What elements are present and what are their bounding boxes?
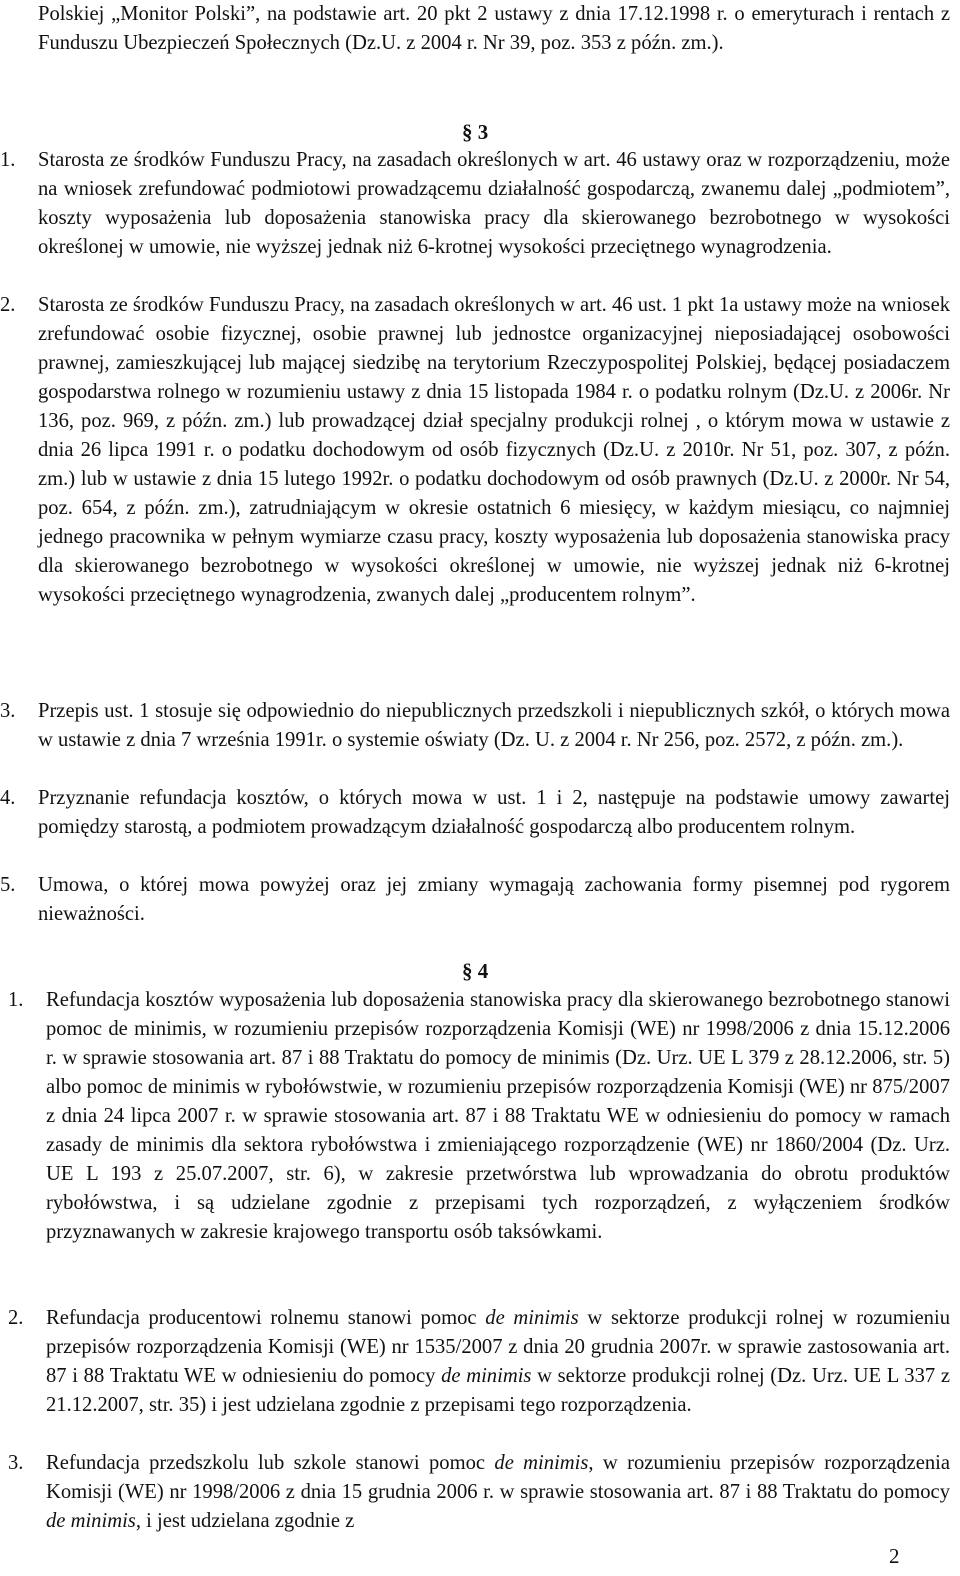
text-part: w sektorze produkcji rolnej w rozumieniu przepisów rozporządzenia Komisji (WE) nr 1535/2007 z dnia 20 grudnia 2007r. w sprawie zastosowania art. 87 i 88 Traktatu WE w odniesieniu do pomocy xyxy=(46,1307,950,1387)
text-part: , i jest udzielana zgodnie z xyxy=(135,1510,355,1532)
list-item xyxy=(0,291,950,610)
text-part-italic: de minimis xyxy=(485,1307,579,1329)
text-part-italic: de minimis xyxy=(494,1452,589,1474)
item-text: Przyznanie refundacja kosztów, o których mowa w ust. 1 i 2, następuje na podstawie umowy zawartej pomiędzy starostą, a podmiotem prowadzącym działalność gospodarczą albo producentem rolnym. xyxy=(38,787,950,838)
item-text: Refundacja kosztów wyposażenia lub doposażenia stanowiska pracy dla skierowanego bezrobotnego stanowi pomoc de minimis, w rozumieniu przepisów rozporządzenia Komisji (WE) nr 1998/2006 z dnia 15.12.2006 r. w sprawie stosowania art. 87 i 88 Traktatu do pomocy de minimis (Dz. Urz. UE L 379 z 28.12.2006, str. 5) albo pomoc de minimis w rybołówstwie, w rozumieniu przepisów rozporządzenia Komisji (WE) nr 875/2007 z dnia 24 lipca 2007 r. w sprawie stosowania art. 87 i 88 Traktatu WE w odniesieniu do pomocy w ramach zasady de minimis dla sektora rybołówstwa i zmieniającego rozporządzenie (WE) nr 1860/2004 (Dz. Urz. UE L 193 z 25.07.2007, str. 6), w zakresie przetwórstwa lub wprowadzania do obrotu produktów rybołówstwa, i są udzielane zgodnie z przepisami tych rozporządzeń, z wyłączeniem środków przyznawanych w zakresie krajowego transportu osób taksówkami. xyxy=(46,989,950,1243)
intro-paragraph: Polskiej „Monitor Polski”, na podstawie art. 20 pkt 2 ustawy z dnia 17.12.1998 r. o emeryturach i rentach z Funduszu Ubezpieczeń Społecznych (Dz.U. z 2004 r. Nr 39, poz. 353 z późn. zm.). xyxy=(38,3,950,54)
section-4-heading: § 4 xyxy=(462,959,489,983)
item-number: 3. xyxy=(0,700,16,722)
item-number: 2. xyxy=(8,1307,24,1329)
item-text: Starosta ze środków Funduszu Pracy, na zasadach określonych w art. 46 ustawy oraz w rozporządzeniu, może na wniosek zrefundować podmiotowi prowadzącemu działalność gospodarczą, zwanemu dalej „podmiotem”, koszty wyposażenia lub doposażenia stanowiska pracy dla skierowanego bezrobotnego w wysokości określonej w umowie, nie wyższej jednak niż 6-krotnej wysokości przeciętnego wynagrodzenia. xyxy=(38,149,950,258)
list-item xyxy=(0,871,950,929)
text-part-italic: de minimis xyxy=(46,1510,136,1532)
list-item xyxy=(0,697,950,755)
item-text xyxy=(46,1449,950,1536)
text-part: , w rozumieniu przepisów rozporządzenia Komisji (WE) nr 1998/2006 z dnia 15 grudnia 2006 r. w sprawie stosowania art. 87 i 88 Traktatu do pomocy xyxy=(46,1452,951,1503)
page-number: 2 xyxy=(889,1544,900,1568)
text-part: Refundacja producentowi rolnemu stanowi pomoc xyxy=(46,1307,486,1329)
item-text: Starosta ze środków Funduszu Pracy, na zasadach określonych w art. 46 ust. 1 pkt 1a ustawy może na wniosek zrefundować osobie fizycznej, osobie prawnej lub jednostce organizacyjnej nieposiadającej osobowości prawnej, zamieszkującej lub mającej siedzibę na terytorium Rzeczypospolitej Polskiej, będącej posiadaczem gospodarstwa rolnego w rozumieniu ustawy z dnia 15 listopada 1984 r. o podatku rolnym (Dz.U. z 2006r. Nr 136, poz. 969, z późn. zm.) lub prowadzącej dział specjalny produkcji rolnej , o którym mowa w ustawie z dnia 26 lipca 1991 r. o podatku dochodowym od osób fizycznych (Dz.U. z 2010r. Nr 51, poz. 307, z późn. zm.) lub w ustawie z dnia 15 lutego 1992r. o podatku dochodowym od osób prawnych (Dz.U. z 2000r. Nr 54, poz. 654, z późn. zm.), zatrudniającym w okresie ostatnich 6 miesięcy, w każdym miesiącu, co najmniej jednego pracownika w pełnym wymiarze czasu pracy, koszty wyposażenia lub doposażenia stanowiska pracy dla skierowanego bezrobotnego w wysokości określonej w umowie, nie wyższej jednak niż 6-krotnej wysokości przeciętnego wynagrodzenia, zwanych dalej „producentem rolnym”. xyxy=(38,294,951,606)
item-number: 5. xyxy=(0,874,16,896)
item-number: 1. xyxy=(8,989,24,1011)
list-item xyxy=(0,146,950,262)
list-item xyxy=(8,1449,950,1536)
item-number: 2. xyxy=(0,294,16,316)
item-number: 1. xyxy=(0,149,16,171)
text-part: Refundacja przedszkolu lub szkole stanowi pomoc xyxy=(46,1452,495,1474)
text-part-italic: de minimis xyxy=(441,1365,532,1387)
list-item xyxy=(8,1304,950,1420)
list-item xyxy=(8,986,950,1247)
item-text xyxy=(46,1304,950,1420)
list-item xyxy=(0,784,950,842)
item-text: Umowa, o której mowa powyżej oraz jej zmiany wymagają zachowania formy pisemnej pod rygorem nieważności. xyxy=(38,874,950,925)
item-text: Przepis ust. 1 stosuje się odpowiednio do niepublicznych przedszkoli i niepublicznych szkół, o których mowa w ustawie z dnia 7 września 1991r. o systemie oświaty (Dz. U. z 2004 r. Nr 256, poz. 2572, z późn. zm.). xyxy=(38,700,950,751)
item-number: 4. xyxy=(0,787,16,809)
section-3-heading: § 3 xyxy=(462,120,489,144)
item-number: 3. xyxy=(8,1452,24,1474)
text-part: w sektorze produkcji rolnej (Dz. Urz. UE L 337 z 21.12.2007, str. 35) i jest udzielana zgodnie z przepisami tego rozporządzenia. xyxy=(46,1365,951,1416)
